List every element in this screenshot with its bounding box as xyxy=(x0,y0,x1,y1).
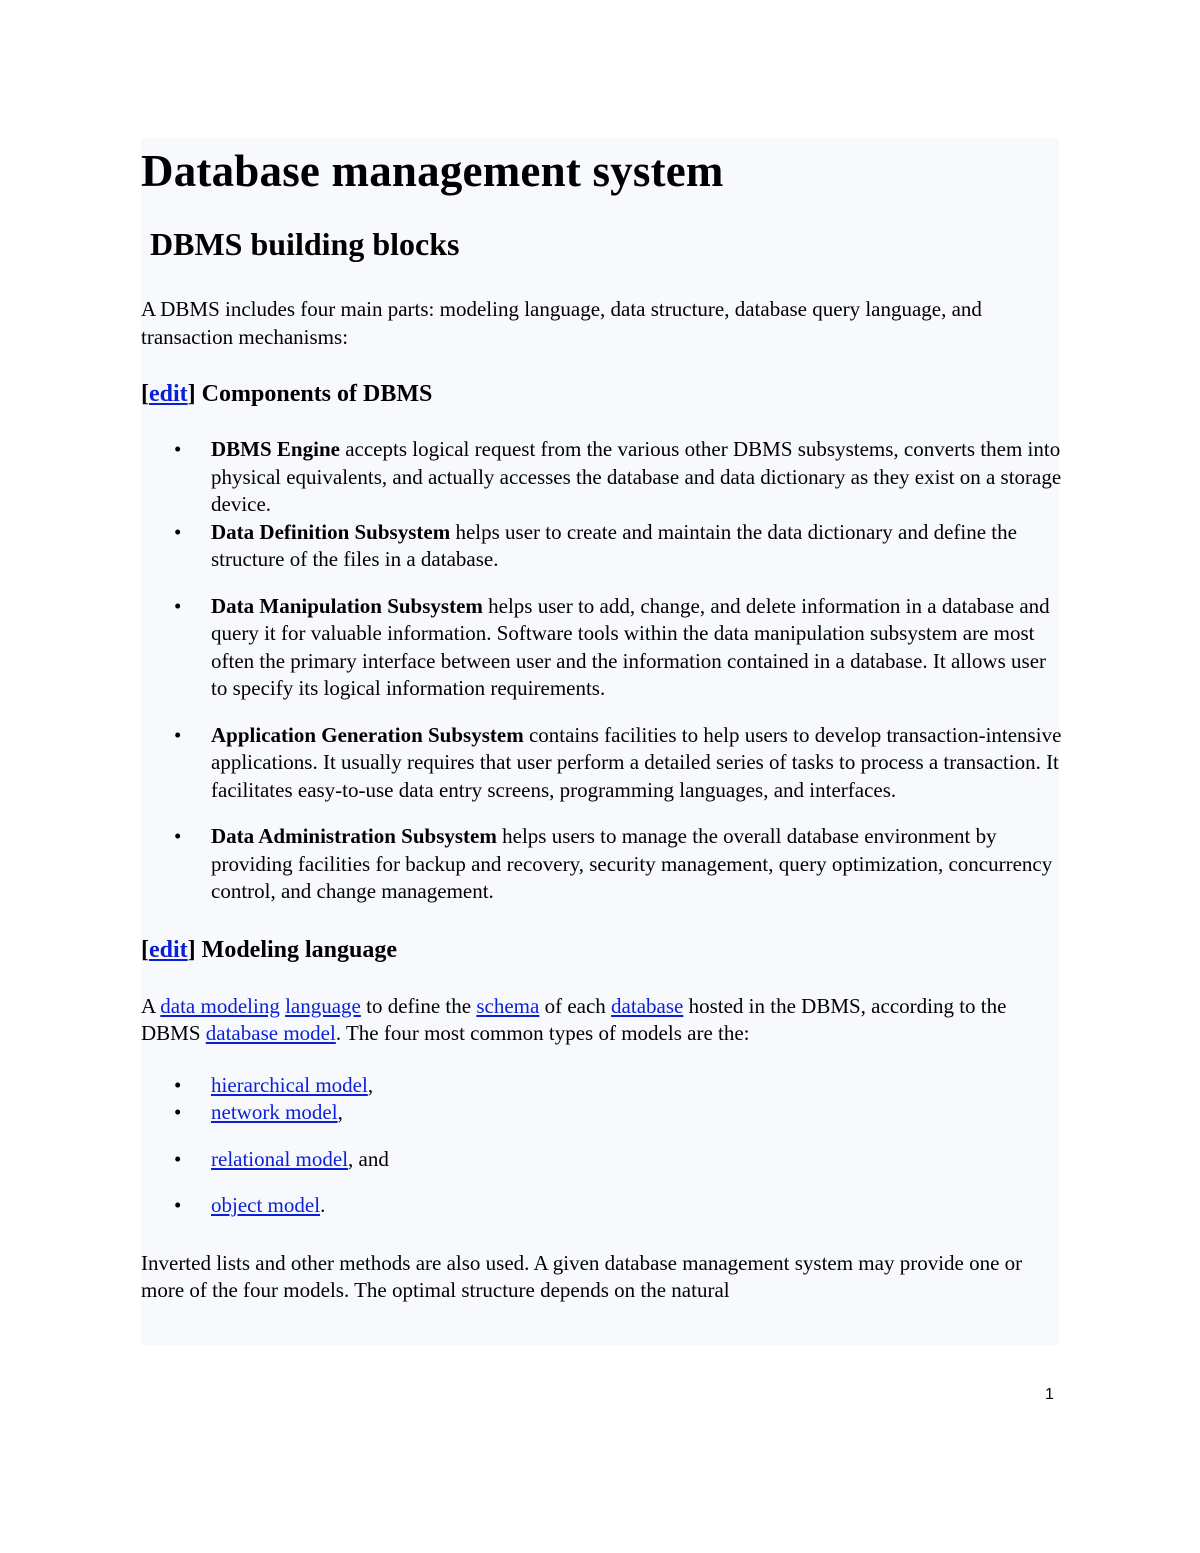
edit-bracket-close: ] xyxy=(187,936,196,963)
components-heading-text: Components of DBMS xyxy=(195,381,433,407)
models-list xyxy=(141,1072,1063,1220)
bullet-icon: • xyxy=(174,1193,182,1217)
list-item xyxy=(141,1192,1063,1220)
bullet-icon: • xyxy=(174,593,182,618)
link-data-modeling[interactable]: data modeling xyxy=(160,993,280,1018)
component-term: Data Administration Subsystem xyxy=(211,824,497,848)
bullet-icon: • xyxy=(174,1146,182,1171)
list-item xyxy=(141,436,1063,519)
model-suffix: , xyxy=(367,1072,374,1097)
document-body xyxy=(141,143,1063,1305)
link-object-model[interactable]: object model xyxy=(211,1193,321,1217)
model-suffix: , xyxy=(337,1100,343,1124)
component-text: helps user to create and maintain the data dictionary and define the structure of the files in a database. xyxy=(211,519,1017,571)
bullet-icon: • xyxy=(174,722,182,747)
components-list xyxy=(141,436,1063,906)
modeling-heading-text: Modeling language xyxy=(195,936,398,963)
list-item xyxy=(141,823,1063,906)
text-run: A xyxy=(141,993,161,1018)
component-term: Data Definition Subsystem xyxy=(211,519,451,544)
component-term: Application Generation Subsystem xyxy=(211,722,524,747)
list-item xyxy=(141,519,1063,574)
section-subtitle: DBMS building blocks xyxy=(150,226,460,262)
page-number: 1 xyxy=(1045,1386,1054,1403)
link-schema[interactable]: schema xyxy=(476,993,540,1018)
edit-link-modeling[interactable]: edit xyxy=(149,936,188,963)
bullet-icon: • xyxy=(174,1100,182,1124)
edit-bracket-open: [ xyxy=(141,381,149,407)
modeling-paragraph xyxy=(141,993,1063,1048)
bullet-icon: • xyxy=(174,1072,182,1097)
link-relational-model[interactable]: relational model xyxy=(211,1146,349,1171)
edit-bracket-open: [ xyxy=(141,936,149,963)
component-term: DBMS Engine xyxy=(211,437,340,461)
text-run: hosted in the DBMS, according to the DBMS xyxy=(141,993,1007,1045)
link-hierarchical-model[interactable]: hierarchical model xyxy=(211,1072,368,1097)
text-run: to define the xyxy=(360,993,477,1018)
component-text: accepts logical request from the various other DBMS subsystems, converts them into physical equivalents, and actually accesses the database and data dictionary as they exist on a storage device. xyxy=(211,437,1062,516)
list-item xyxy=(141,1146,1063,1174)
link-database[interactable]: database xyxy=(611,993,684,1018)
list-item xyxy=(141,1072,1063,1100)
component-text: contains facilities to help users to develop transaction-intensive applications. It usually requires that user perform a detailed series of tasks to process a transaction. It facilitates easy-to-use data entry screens, programming languages, and interfaces. xyxy=(211,722,1062,802)
text-run: . The four most common types of models are the: xyxy=(335,1021,750,1045)
edit-bracket-close: ] xyxy=(187,381,196,407)
link-network-model[interactable]: network model xyxy=(211,1100,338,1124)
list-item xyxy=(141,1099,1063,1127)
page-title: Database management system xyxy=(141,146,724,196)
bullet-icon: • xyxy=(174,824,182,848)
component-text: helps users to manage the overall database environment by providing facilities for backup and recovery, security management, query optimization, concurrency control, and change management. xyxy=(211,824,1053,903)
intro-paragraph: A DBMS includes four main parts: modeling language, data structure, database query language, and transaction mechanisms: xyxy=(141,297,982,349)
link-database-model[interactable]: database model xyxy=(205,1021,336,1045)
edit-link-components[interactable]: edit xyxy=(149,381,188,407)
list-item xyxy=(141,722,1063,805)
link-language[interactable]: language xyxy=(285,993,361,1018)
modeling-heading xyxy=(141,935,1063,965)
model-suffix: , and xyxy=(348,1146,389,1171)
components-heading xyxy=(141,379,1063,409)
component-term: Data Manipulation Subsystem xyxy=(211,593,483,618)
model-suffix: . xyxy=(320,1193,326,1217)
closing-paragraph: Inverted lists and other methods are also used. A given database management system may provide one or more of the four models. The optimal structure depends on the natural xyxy=(141,1250,1023,1302)
component-text: helps user to add, change, and delete information in a database and query it for valuable information. Software tools within the data manipulation subsystem are most often the primary interface between user and the information contained in a database. It allows user to specify its logical information requirements. xyxy=(211,593,1050,700)
text-run: of each xyxy=(539,993,612,1018)
bullet-icon: • xyxy=(174,437,182,461)
bullet-icon: • xyxy=(174,519,182,544)
list-item xyxy=(141,593,1063,703)
